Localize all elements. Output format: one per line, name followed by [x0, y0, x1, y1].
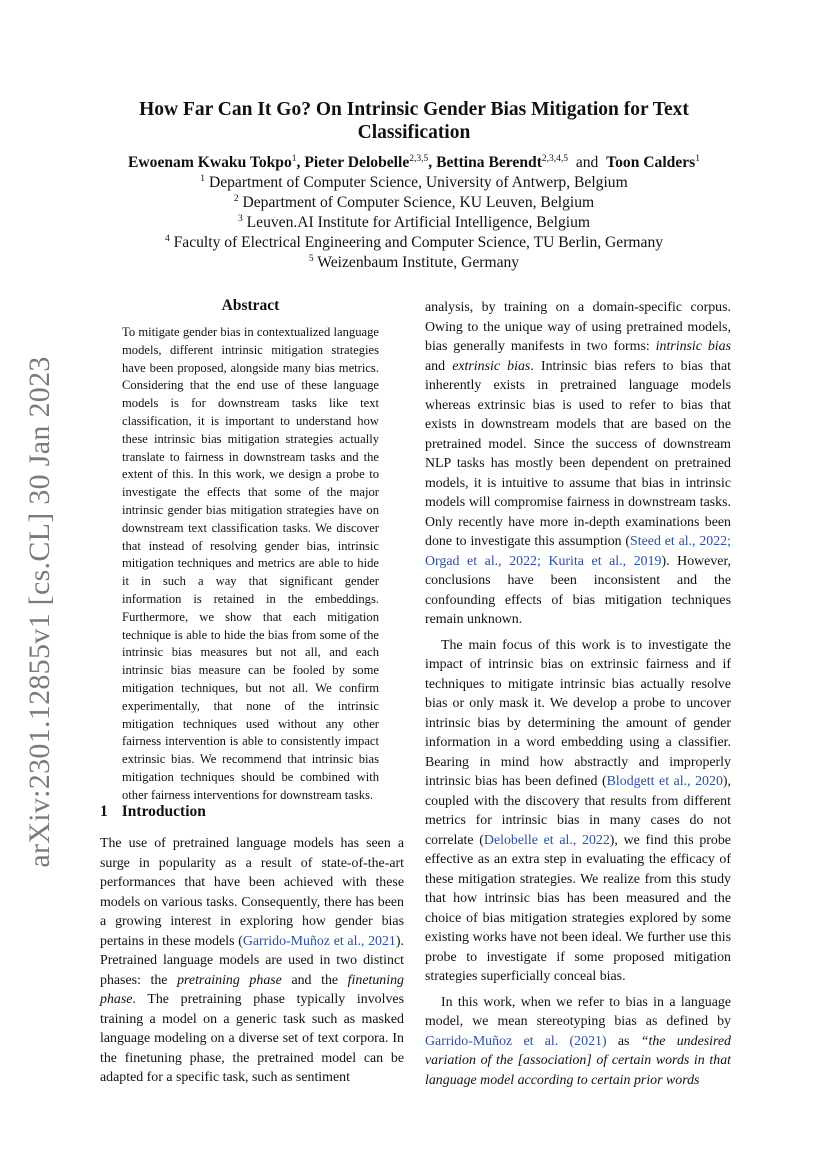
text-run: In this work, when we refer to bias in a language model, we mean stereotyping bias as defined by [425, 994, 731, 1029]
affiliation-text: Department of Computer Science, University of Antwerp, Belgium [208, 174, 628, 191]
text-run: ), we find this probe effective as an extra step in evaluating the efficacy of these mitigation strategies. We realize from this study that how intrinsic bias has been measured and the choice of bias mitigation strategies explored by some existing works have not been ideal. We further use this probe to investigate if some proposed mitigation strategies superficially conceal bias. [425, 832, 731, 984]
citation-link[interactable]: Steed et al., 2022; Orgad et al., 2022; Kurita et al., 2019 [425, 534, 731, 569]
author-name: Toon Calders [606, 154, 696, 171]
citation-link[interactable]: Delobelle et al., 2022 [483, 832, 610, 848]
text-run: analysis, by training on a domain-specific corpus. Owing to the unique way of using pretrained models, bias generally manifests in two forms: [425, 300, 731, 354]
text-run: The main focus of this work is to investigate the impact of intrinsic bias on extrinsic fairness and if techniques to mitigate intrinsic bias actually resolve bias or only mask it. We develop a probe to uncover intrinsic bias by determining the amount of gender information in a word embedding using a classifier. Bearing in mind how abstractly and improperly intrinsic bias has been defined ( [425, 637, 731, 789]
arxiv-side-label [18, 356, 62, 868]
affiliation [70, 233, 758, 253]
author-block [70, 153, 758, 273]
affiliation-text: Faculty of Electrical Engineering and Computer Science, TU Berlin, Germany [173, 234, 664, 251]
author-separator: , [428, 154, 437, 171]
author-conjunction: and [575, 154, 599, 171]
citation-link[interactable]: Blodgett et al., 2020 [606, 774, 723, 789]
affiliation [70, 173, 758, 193]
affiliation-marker: 1 [200, 174, 206, 184]
emphasis: “the undesired variation of the [association] of certain words in that language model according to certain prior words [425, 1033, 731, 1088]
text-run: . Intrinsic bias refers to bias that inherently exists in pretrained language models whereas extrinsic bias is used to refer to bias that exists in downstream models that are based on the pretrained model. Since the success of downstream NLP tasks has mostly been dependent on pretrained models, it is intuitive to assume that bias in intrinsic models will compromise fairness in downstream tasks. Only recently have more in-depth examinations been done to investigate this assumption ( [425, 358, 731, 549]
intro-paragraph [100, 834, 404, 1088]
affiliation [70, 193, 758, 213]
emphasis: finetuning phase [100, 972, 404, 1007]
emphasis: intrinsic bias [655, 339, 732, 354]
section-heading [100, 803, 206, 821]
affiliation-text: Department of Computer Science, KU Leuven, Belgium [242, 194, 595, 211]
paragraph-text [425, 993, 731, 1091]
affiliation [70, 253, 758, 273]
affiliation-marker: 5 [308, 254, 314, 264]
affiliation-marker: 4 [164, 234, 170, 244]
author-affiliation-marker: 2,3,4,5 [541, 154, 569, 164]
section-number: 1 [100, 803, 108, 820]
citation-link[interactable]: Garrido-Muñoz et al., 2021 [242, 933, 396, 949]
right-column [425, 298, 731, 1090]
text-run: and [425, 358, 453, 374]
abstract-text: To mitigate gender bias in contextualized language models, different intrinsic mitigation strategies have been proposed, alongside many bias metrics. Considering that the end use of these language models is for downstream tasks like text classification, it is important to understand how these intrinsic bias mitigation strategies actually translate to fairness in downstream tasks and the extent of this. In this work, we design a probe to investigate the effects that some of the major intrinsic gender bias mitigation strategies have on downstream text classification tasks. We discover that instead of resolving gender bias, intrinsic mitigation techniques and metrics are able to hide it in such a way that significant gender information is retained in the embeddings. Furthermore, we show that each mitigation technique is able to hide the bias from some of the intrinsic bias measures but not all, and each intrinsic bias measure can be fooled by some mitigation techniques, but not all. We confirm experimentally, that none of the intrinsic mitigation techniques used without any other fairness intervention is able to consistently impact extrinsic bias. We recommend that intrinsic bias mitigation techniques should be combined with other fairness interventions for downstream tasks. [122, 325, 379, 802]
author-separator: , [296, 154, 305, 171]
paragraph-text [425, 636, 731, 987]
emphasis: pretraining phase [177, 972, 282, 988]
author-affiliation-marker: 1 [695, 154, 700, 164]
author-affiliation-marker: 1 [291, 154, 297, 164]
citation-link[interactable]: Garrido-Muñoz et al. (2021) [425, 1033, 607, 1049]
affiliation-marker: 2 [233, 194, 239, 204]
paragraph-text [100, 834, 404, 1088]
paragraph-text [425, 298, 731, 630]
author-affiliation-marker: 2,3,5 [409, 154, 429, 164]
text-run: The use of pretrained language models has seen a surge in popularity as a result of state-of-the-art performances that have been achieved with these models on various tasks. Consequently, there has been a growing interest in exploring how gender bias pertains in these models ( [100, 836, 404, 949]
text-run: ), coupled with the discovery that results from different metrics for intrinsic bias in many cases do not correlate ( [425, 774, 731, 848]
text-run: ). Pretrained language models are used in two distinct phases: the [100, 933, 404, 988]
affiliation [70, 213, 758, 233]
text-run: ). However, conclusions have been inconsistent and the confounding effects of bias mitigation techniques remain unknown. [425, 553, 731, 627]
arxiv-identifier: arXiv:2301.12855v1 [cs.CL] 30 Jan 2023 [23, 356, 56, 868]
author-name: Pieter Delobelle [304, 154, 410, 171]
affiliation-text: Weizenbaum Institute, Germany [317, 254, 520, 271]
text-run: . The pretraining phase typically involves training a model on a generic task such as masked language modeling on a diverse set of text corpora. In the finetuning phase, the pretrained model can be adapted for a specific task, such as sentiment [100, 992, 404, 1085]
paper-title: How Far Can It Go? On Intrinsic Gender Bias Mitigation for Text Classification [139, 99, 689, 143]
section-title: Introduction [121, 803, 206, 820]
author-name: Ewoenam Kwaku Tokpo [127, 154, 292, 171]
affiliation-marker: 3 [237, 214, 243, 224]
emphasis: extrinsic bias [452, 358, 531, 374]
affiliation-text: Leuven.AI Institute for Artificial Intelligence, Belgium [246, 214, 591, 231]
author-name: Bettina Berendt [436, 154, 542, 171]
text-run: as [606, 1033, 641, 1049]
author-list [70, 153, 758, 173]
text-run: and the [281, 972, 348, 988]
abstract-heading: Abstract [221, 297, 280, 314]
